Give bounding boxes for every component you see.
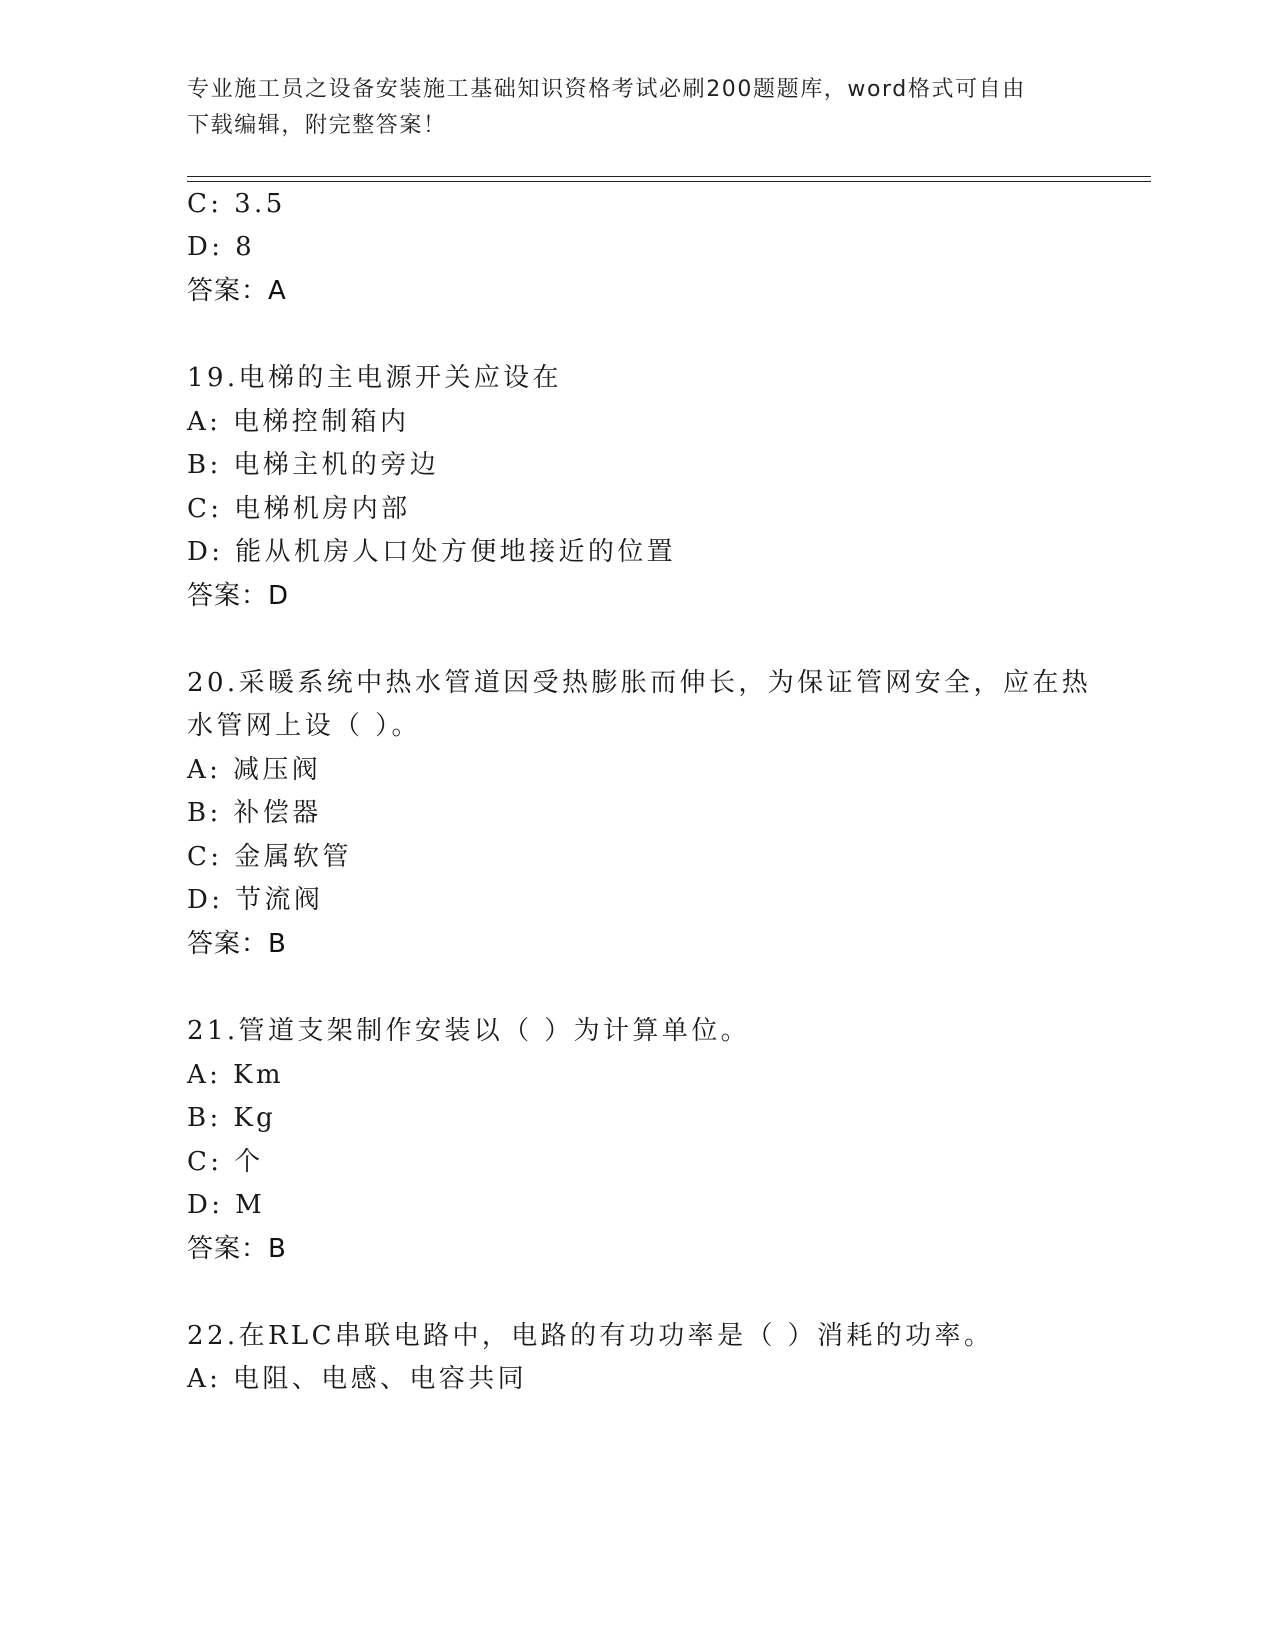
q20-option-d: D: 节流阀 xyxy=(187,885,324,915)
q21-option-c: C: 个 xyxy=(187,1147,264,1177)
q19-stem: 19.电梯的主电源开关应设在 xyxy=(187,363,562,393)
q19-option-d: D: 能从机房人口处方便地接近的位置 xyxy=(187,537,677,567)
prev-option-c: C: 3.5 xyxy=(187,189,286,219)
q20-option-c: C: 金属软管 xyxy=(187,842,352,872)
q19-option-b: B: 电梯主机的旁边 xyxy=(187,450,440,480)
prev-option-d: D: 8 xyxy=(187,232,256,262)
q20-stem-line-2: 水管网上设（ ）。 xyxy=(187,711,421,741)
q22-stem: 22.在RLC串联电路中，电路的有功功率是（ ）消耗的功率。 xyxy=(187,1321,994,1351)
prev-answer: 答案：A xyxy=(187,276,287,306)
q21-option-a: A: Km xyxy=(187,1060,284,1090)
q20-answer: 答案：B xyxy=(187,929,287,959)
q19-answer: 答案：D xyxy=(187,581,290,611)
q19-option-c: C: 电梯机房内部 xyxy=(187,494,411,524)
q21-option-b: B: Kg xyxy=(187,1103,277,1133)
q20-option-b: B: 补偿器 xyxy=(187,798,322,828)
q22-option-a: A: 电阻、电感、电容共同 xyxy=(187,1364,528,1394)
document-header xyxy=(187,72,1067,144)
header-line-1: 专业施工员之设备安装施工基础知识资格考试必刷200题题库，word格式可自由 xyxy=(187,77,1026,102)
header-divider-bottom xyxy=(187,181,1151,182)
q20-stem-line-1: 20.采暖系统中热水管道因受热膨胀而伸长，为保证管网安全，应在热 xyxy=(187,668,1092,698)
q21-answer: 答案：B xyxy=(187,1234,287,1264)
q21-option-d: D: M xyxy=(187,1190,266,1220)
header-divider-top xyxy=(187,176,1151,177)
q20-option-a: A: 减压阀 xyxy=(187,755,322,785)
q19-option-a: A: 电梯控制箱内 xyxy=(187,407,410,437)
header-line-2: 下载编辑，附完整答案！ xyxy=(187,113,447,138)
q21-stem: 21.管道支架制作安装以（ ）为计算单位。 xyxy=(187,1016,751,1046)
